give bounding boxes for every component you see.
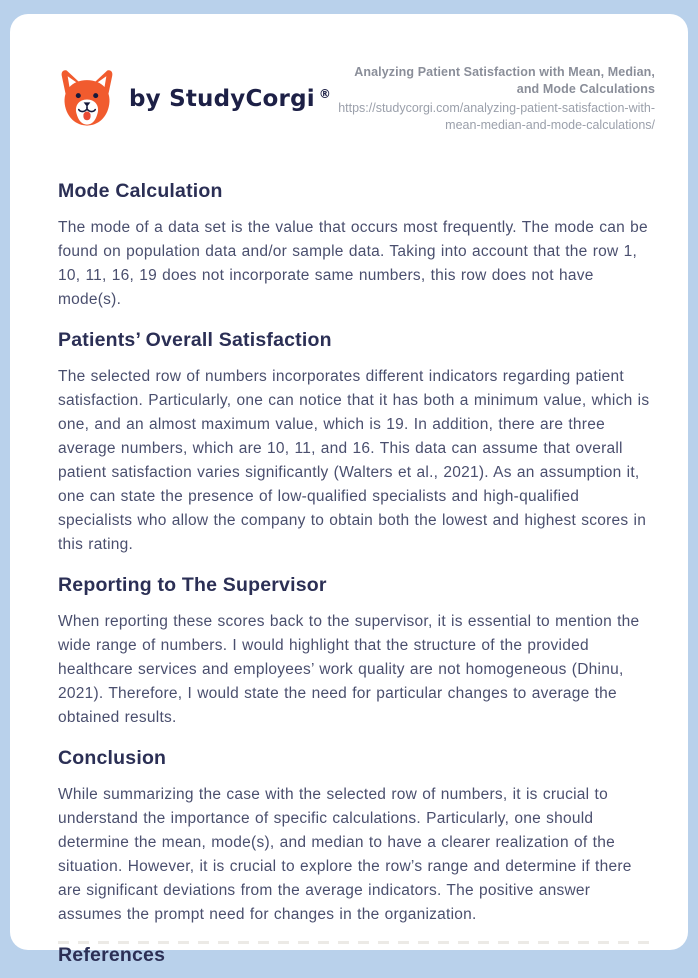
- clipped-text-remnant: [58, 941, 655, 944]
- document-card: [10, 14, 688, 966]
- section-heading: References: [58, 944, 166, 966]
- studycorgi-logo: [58, 68, 331, 129]
- section-heading: Patients’ Overall Satisfaction: [58, 329, 332, 351]
- section-heading: Conclusion: [58, 747, 167, 769]
- section-conclusion: [58, 746, 655, 927]
- section-heading: Reporting to The Supervisor: [58, 574, 327, 596]
- document-url-link[interactable]: https://studycorgi.com/analyzing-patient-satisfaction-with-mean-median-and-mode-calculations/: [338, 101, 655, 132]
- brand-text: by StudyCorgi ®: [129, 85, 332, 112]
- section-paragraph: The selected row of numbers incorporates different indicators regarding patient satisfaction. Particularly, one can notice that it has both a minimum value, which is one, and an almost maximum value, which is 19. In addition, there are three average numbers, which are 10, 11, and 16. This data can assume that overall patient satisfaction varies significantly (Walters et al., 2021). As an assumption it, one can state the presence of low-qualified specialists and high-qualified specialists who allow the company to obtain both the lowest and highest scores in this rating.: [58, 368, 650, 553]
- corgi-icon: [58, 68, 116, 129]
- document-header: [58, 64, 655, 133]
- section-paragraph: While summarizing the case with the selected row of numbers, it is crucial to understand the importance of specific calculations. Particularly, one should determine the mean, mode(s), and median to have a clearer realization of the situation. However, it is crucial to explore the row’s range and determine if there are significant deviations from the average indicators. The positive answer assumes the prompt need for changes in the organization.: [58, 786, 632, 923]
- document-title: Analyzing Patient Satisfaction with Mean, Median, and Mode Calculations: [354, 65, 655, 96]
- section-paragraph: The mode of a data set is the value that occurs most frequently. The mode can be found on population data and/or sample data. Taking into account that the row 1, 10, 11, 16, 19 does not incorporate same numbers, this row does not have mode(s).: [58, 219, 648, 308]
- section-heading: Mode Calculation: [58, 180, 223, 202]
- document-meta: [331, 64, 655, 133]
- section-reporting-to-the-supervisor: [58, 573, 655, 730]
- section-mode-calculation: [58, 179, 655, 312]
- section-references: [58, 943, 655, 967]
- section-paragraph: When reporting these scores back to the supervisor, it is essential to mention the wide range of numbers. I would highlight that the structure of the provided healthcare services and employees’ work quality are not homogeneous (Dhinu, 2021). Therefore, I would state the need for particular changes to average the obtained results.: [58, 613, 640, 726]
- registered-mark: ®: [318, 86, 332, 101]
- section-patients-overall-satisfaction: [58, 328, 655, 557]
